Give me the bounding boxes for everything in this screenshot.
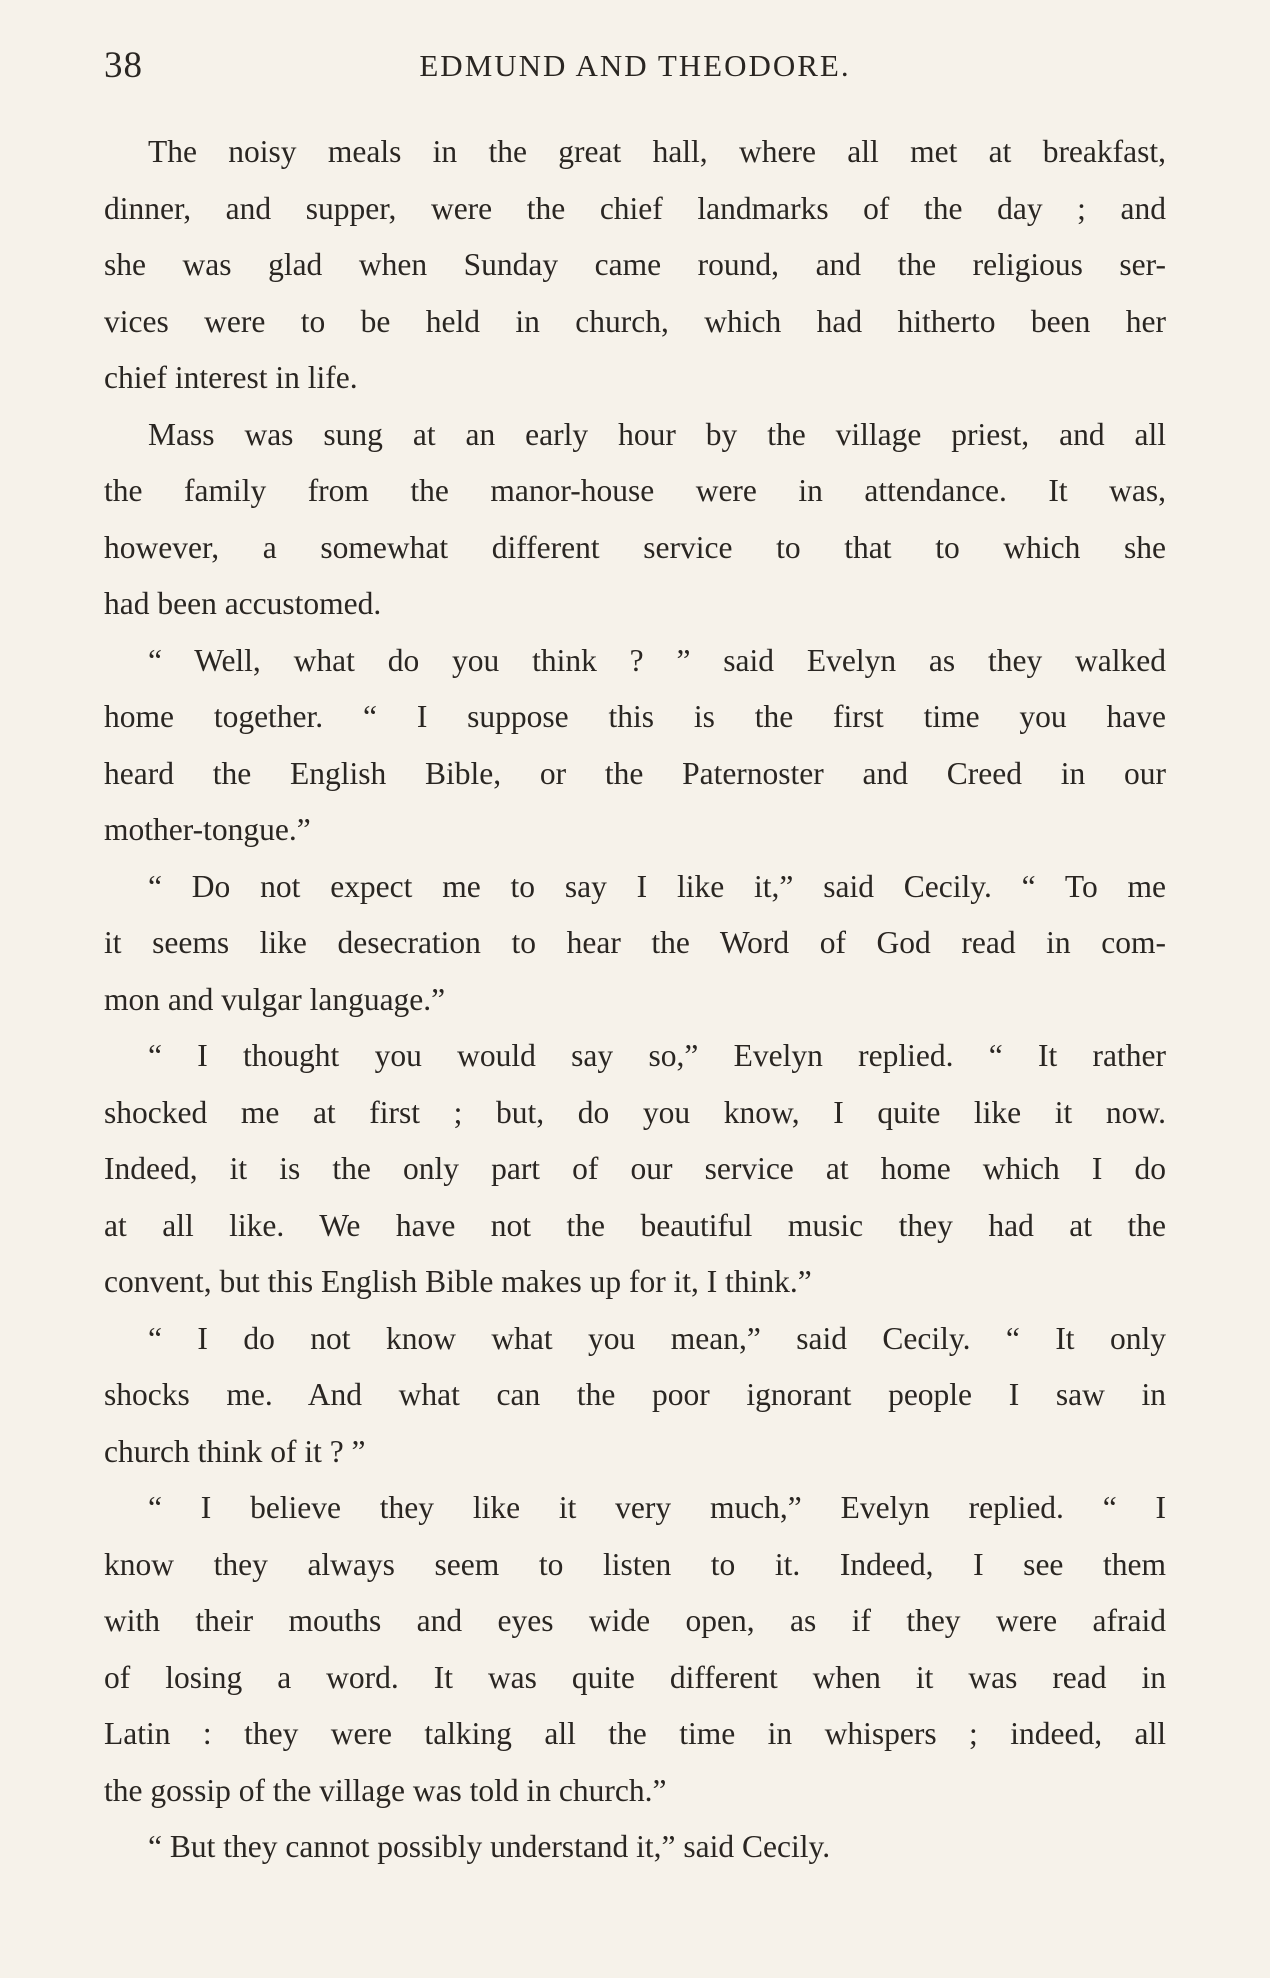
text-line: Latin : they were talking all the time in whispers ; indeed, all: [104, 1716, 1166, 1751]
text-line: home together. “ I suppose this is the first time you have: [104, 699, 1166, 734]
paragraph: [104, 1819, 1166, 1876]
text-line: church think of it ? ”: [104, 1433, 366, 1469]
paragraph: [104, 1311, 1166, 1481]
text-line: “ Well, what do you think ? ” said Evelyn as they walked: [148, 642, 1166, 678]
text-line: mon and vulgar language.”: [104, 981, 446, 1017]
text-line: “ But they cannot possibly understand it,” said Cecily.: [148, 1829, 831, 1864]
text-line: The noisy meals in the great hall, where all met at breakfast,: [148, 134, 1166, 169]
text-line: vices were to be held in church, which had hitherto been her: [104, 303, 1166, 339]
text-line: know they always seem to listen to it. Indeed, I see them: [104, 1546, 1166, 1582]
text-line: the gossip of the village was told in church.”: [104, 1772, 667, 1808]
text-line: mother-tongue.”: [104, 812, 311, 847]
paragraph: [104, 859, 1166, 1029]
text-line: she was glad when Sunday came round, and the religious ser-: [104, 247, 1166, 282]
text-line: shocks me. And what can the poor ignorant people I saw in: [104, 1377, 1166, 1412]
text-line: the family from the manor-house were in attendance. It was,: [104, 473, 1166, 508]
text-line: had been accustomed.: [104, 586, 382, 621]
text-line: of losing a word. It was quite different when it was read in: [104, 1659, 1166, 1695]
text-line: chief interest in life.: [104, 360, 358, 395]
paragraph: [104, 1028, 1166, 1311]
running-head: EDMUND AND THEODORE.: [419, 48, 851, 83]
page-number: 38: [104, 45, 143, 86]
paragraph: [104, 407, 1166, 633]
text-line: shocked me at first ; but, do you know, I quite like it now.: [104, 1094, 1166, 1130]
page-header: [104, 44, 1166, 92]
paragraph: [104, 1480, 1166, 1819]
text-line: convent, but this English Bible makes up for it, I think.”: [104, 1264, 812, 1299]
body-text: [104, 124, 1166, 1876]
text-line: Mass was sung at an early hour by the village priest, and all: [148, 416, 1166, 452]
text-line: however, a somewhat different service to that to which she: [104, 529, 1166, 565]
text-line: with their mouths and eyes wide open, as if they were afraid: [104, 1603, 1166, 1638]
text-line: “ I do not know what you mean,” said Cecily. “ It only: [148, 1320, 1166, 1356]
text-line: “ I thought you would say so,” Evelyn replied. “ It rather: [148, 1038, 1166, 1073]
paragraph: [104, 124, 1166, 407]
text-line: Indeed, it is the only part of our service at home which I do: [104, 1151, 1166, 1186]
text-line: “ Do not expect me to say I like it,” said Cecily. “ To me: [148, 868, 1166, 904]
text-line: “ I believe they like it very much,” Evelyn replied. “ I: [148, 1490, 1166, 1525]
paragraph: [104, 633, 1166, 859]
text-line: it seems like desecration to hear the Word of God read in com-: [104, 925, 1166, 960]
text-line: dinner, and supper, were the chief landmarks of the day ; and: [104, 190, 1166, 226]
text-line: at all like. We have not the beautiful music they had at the: [104, 1207, 1166, 1243]
text-line: heard the English Bible, or the Paternoster and Creed in our: [104, 755, 1166, 791]
